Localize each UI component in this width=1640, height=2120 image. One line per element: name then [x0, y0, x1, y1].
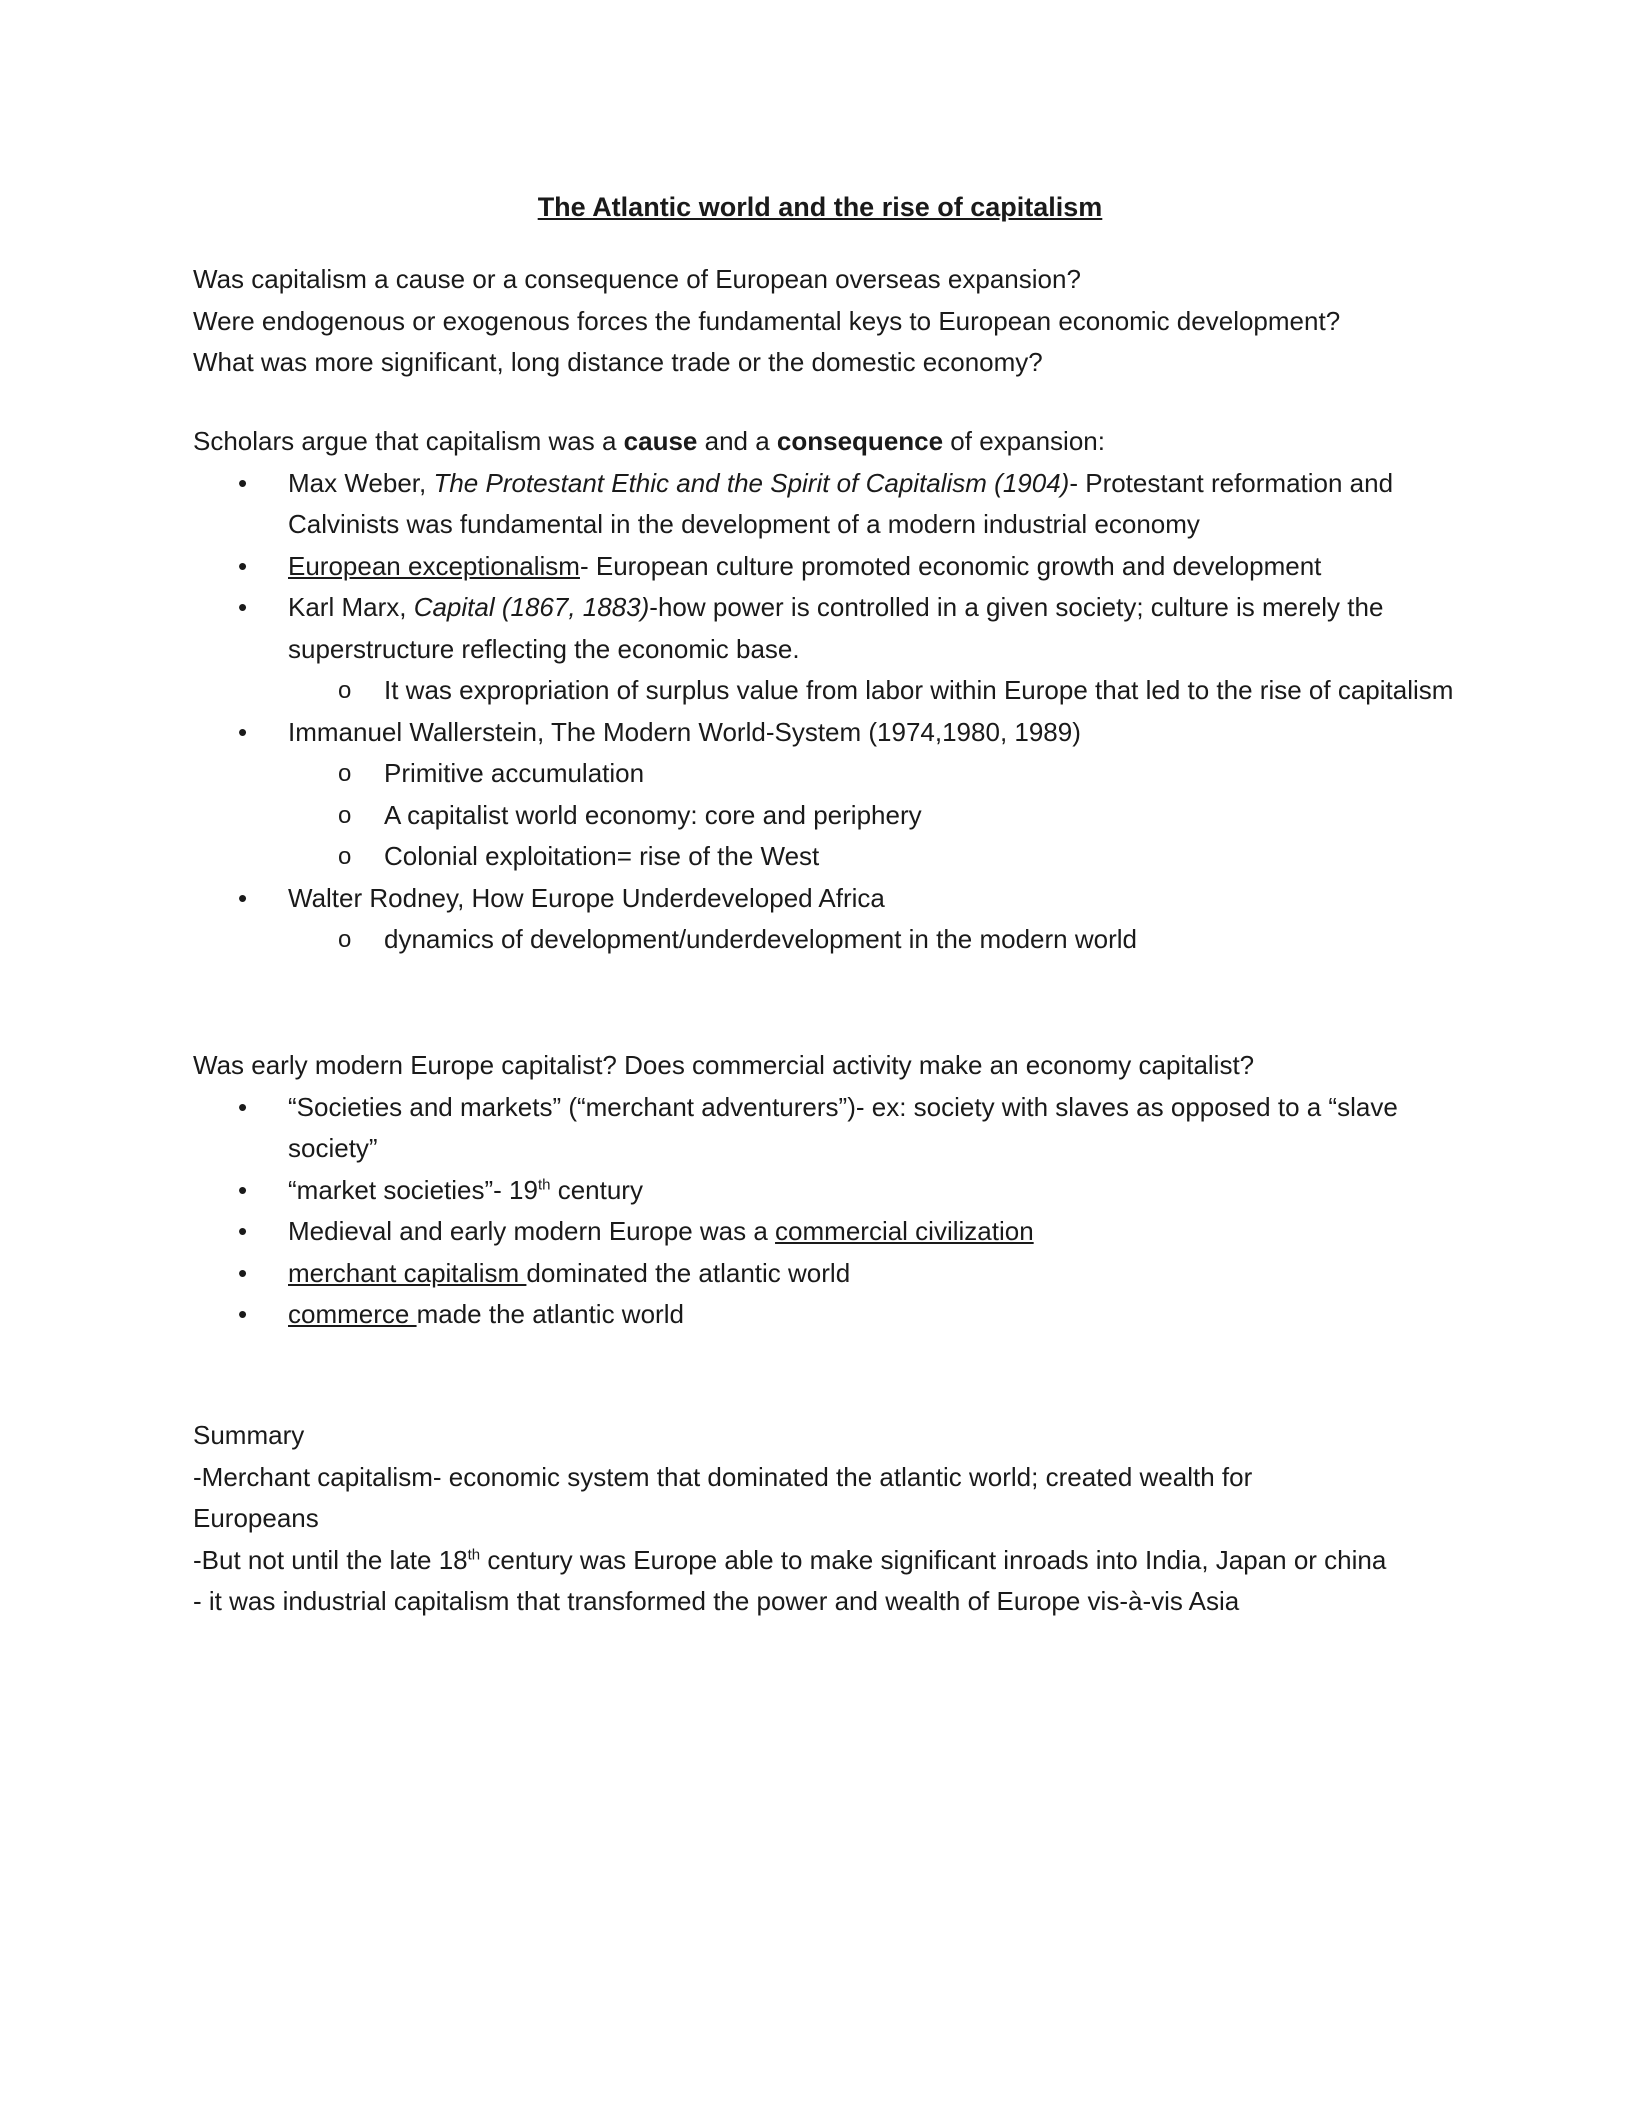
summary-line: Europeans: [193, 1503, 319, 1533]
scholars-section: [193, 421, 1483, 961]
rodney-sublist: [288, 919, 1483, 961]
cause-bold: cause: [623, 426, 698, 456]
sublist-item: o Primitive accumulation: [193, 753, 1483, 795]
list-item-marx: • Karl Marx, Capital (1867, 1883)-how power is controlled in a given society; culture is merely the superstructure reflecting the economic base. o It was expropriation of surplus value from labor within Europe that led to the rise of capitalism: [193, 587, 1483, 712]
questions-block: [193, 259, 1483, 384]
sublist-item: o Colonial exploitation= rise of the West: [193, 836, 1483, 878]
sublist-item: o dynamics of development/underdevelopment in the modern world: [193, 919, 1483, 961]
scholars-intro: Scholars argue that capitalism was a cause and a consequence of expansion:: [193, 426, 1105, 456]
question-2: Were endogenous or exogenous forces the fundamental keys to European economic development?: [193, 305, 1341, 336]
list-item: • “market societies”- 19th century: [193, 1170, 1483, 1212]
list-item-rodney: • Walter Rodney, How Europe Underdeveloped Africa o dynamics of development/underdevelopment in the modern world: [193, 878, 1483, 961]
summary-line: -But not until the late 18th century was Europe able to make significant inroads into India, Japan or china: [193, 1544, 1387, 1575]
document-title: The Atlantic world and the rise of capitalism: [537, 192, 1103, 222]
question-3: What was more significant, long distance trade or the domestic economy?: [193, 347, 1043, 377]
summary-line: -Merchant capitalism- economic system that dominated the atlantic world; created wealth for: [193, 1461, 1253, 1492]
sublist-item: o It was expropriation of surplus value from labor within Europe that led to the rise of capitalism: [193, 670, 1483, 712]
wallerstein-sublist: [288, 753, 1483, 878]
early-modern-section: [193, 1045, 1483, 1336]
early-list: [193, 1087, 1483, 1336]
list-item-weber: • Max Weber, The Protestant Ethic and the Spirit of Capitalism (1904)- Protestant reformation and Calvinists was fundamental in the development of a modern industrial economy: [193, 463, 1483, 546]
list-item-exceptionalism: • European exceptionalism- European culture promoted economic growth and development: [193, 546, 1483, 588]
summary-section: [193, 1415, 1483, 1623]
marx-sublist: [288, 670, 1483, 712]
question-1: Was capitalism a cause or a consequence of European overseas expansion?: [193, 264, 1081, 294]
list-item: • merchant capitalism dominated the atlantic world: [193, 1253, 1483, 1295]
list-item-wallerstein: • Immanuel Wallerstein, The Modern World-System (1974,1980, 1989) o Primitive accumulation o A capitalist world economy: core and periphery o Colonial exploitation= rise of the West: [193, 712, 1483, 878]
sublist-item: o A capitalist world economy: core and periphery: [193, 795, 1483, 837]
scholars-list: [193, 463, 1483, 961]
list-item: • “Societies and markets” (“merchant adventurers”)- ex: society with slaves as opposed to a “slave society”: [193, 1087, 1483, 1170]
consequence-bold: consequence: [776, 426, 944, 456]
early-intro: Was early modern Europe capitalist? Does commercial activity make an economy capitalist?: [193, 1050, 1255, 1080]
summary-heading: Summary: [193, 1420, 305, 1450]
list-item: • Medieval and early modern Europe was a commercial civilization: [193, 1211, 1483, 1253]
summary-line: - it was industrial capitalism that transformed the power and wealth of Europe vis-à-vis Asia: [193, 1586, 1240, 1616]
list-item: • commerce made the atlantic world: [193, 1294, 1483, 1336]
